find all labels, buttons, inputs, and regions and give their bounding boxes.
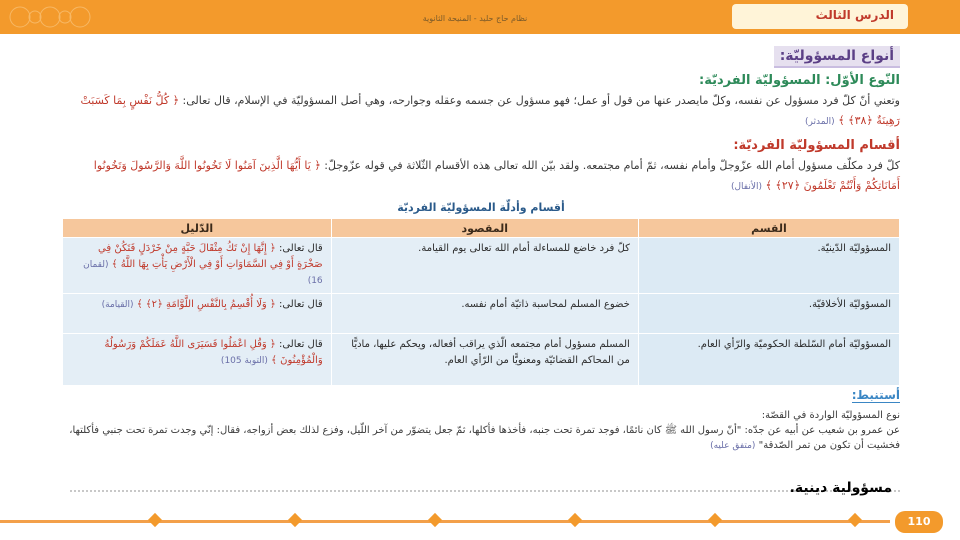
proof-verse: ﴿ إِنَّهَا إِنْ تَكُ مِثْقَالَ حَبَّةٍ مِنْ خَرْدَلٍ فَتَكُنْ فِي صَخْرَةٍ أَوْ فِي السَّمَاوَاتِ أَوْ فِي الْأَرْضِ يَأْتِ بِهَا اللَّهُ ﴾: [98, 243, 323, 270]
table-cell-proof: [63, 238, 332, 294]
answer-line: [70, 490, 900, 492]
table-cell-type: المسؤوليّة الدّينيّة.: [638, 238, 899, 294]
diamond-ornament-icon: [428, 513, 442, 527]
header-caption: نظام حاج حليد - المنيحة الثانوية: [422, 14, 528, 23]
footer-line: [0, 520, 890, 523]
table-row: [63, 334, 900, 386]
diamond-ornament-icon: [288, 513, 302, 527]
proof-ref: (التوبة 105): [220, 356, 268, 366]
page-content: [62, 46, 900, 496]
proof-prefix: قال تعالى:: [275, 299, 323, 310]
answer-text: مسؤولية دينية.: [789, 480, 892, 496]
first-type-verse: ﴿ كُلُّ نَفْسٍ بِمَا كَسَبَتْ رَهِينَةٌ ﴿٣٨﴾ ﴾: [80, 94, 900, 127]
table-cell-meaning: المسلم مسؤول أمام مجتمعه الّذي يراقب أفعاله، ويحكم عليها، ماديًّا من المحاكم القضائيّة ومعنويًّا من الرّأي العام.: [331, 334, 638, 386]
proof-verse: ﴿ وَلَا أُقْسِمُ بِالنَّفْسِ اللَّوَّامَةِ ﴿٢﴾ ﴾: [136, 299, 276, 310]
table-cell-proof: [63, 334, 332, 386]
table-cell-type: المسؤوليّة أمام السّلطة الحكوميّة والرّأي العام.: [638, 334, 899, 386]
table-cell-meaning: كلّ فرد خاضع للمساءلة أمام الله تعالى يوم القيامة.: [331, 238, 638, 294]
page-number: 110: [895, 511, 943, 533]
table-cell-type: المسؤوليّة الأخلاقيّة.: [638, 294, 899, 334]
hadith-paragraph: [68, 423, 900, 454]
table-header-row: [63, 219, 900, 238]
table-header-meaning: المقصود: [331, 219, 638, 238]
divisions-body: كلّ فرد مكلّف مسؤول أمام الله عزّوجلّ وأمام نفسه، ثمّ أمام مجتمعه. ولقد بيّن الله تعالى هذه الأقسام الثّلاثة في قوله عزّوجلّ:: [320, 159, 900, 172]
table-title: أقسام وأدلّة المسؤوليّة الفرديّة: [397, 201, 565, 214]
derive-heading: أستنبط:: [851, 388, 900, 402]
first-type-ref: (المدثر): [805, 117, 835, 127]
responsibility-table: [62, 218, 900, 386]
proof-ref: (لقمان 16): [83, 260, 323, 286]
table-cell-proof: [63, 294, 332, 334]
section-title: أنواع المسؤوليّة:: [774, 46, 900, 68]
diamond-ornament-icon: [568, 513, 582, 527]
divisions-ref: (الأنفال): [730, 182, 762, 192]
proof-prefix: قال تعالى:: [275, 339, 323, 350]
diamond-ornament-icon: [148, 513, 162, 527]
hadith-ref: (متفق عليه): [710, 441, 756, 451]
lesson-label-tab: [732, 4, 908, 29]
divisions-verse: ﴿ يَا أَيُّهَا الَّذِينَ آمَنُوا لَا تَخُونُوا اللَّهَ وَالرَّسُولَ وَتَخُونُوا أَمَانَاتِكُمْ وَأَنْتُمْ تَعْلَمُونَ ﴿٢٧﴾ ﴾: [93, 159, 900, 192]
ornament-icon: [0, 0, 110, 34]
first-type-heading: النّوع الأوّل: المسؤوليّة الفرديّة:: [699, 73, 900, 88]
divisions-heading: أقسام المسؤوليّة الفرديّة:: [733, 138, 900, 153]
diamond-ornament-icon: [708, 513, 722, 527]
proof-prefix: قال تعالى:: [275, 243, 323, 254]
table-row: [63, 294, 900, 334]
proof-ref: (القيامة): [101, 300, 134, 310]
table-row: [63, 238, 900, 294]
first-type-body: وتعني أنّ كلّ فرد مسؤول عن نفسه، وكلّ مايصدر عنها من قول أو عمل؛ فهو مسؤول عن جسمه وعقله وجوارحه، وهي أصل المسؤوليّة في الإسلام، قال تعالى:: [179, 94, 900, 107]
top-header-bar: [0, 0, 960, 34]
proof-verse: ﴿ وَقُلِ اعْمَلُوا فَسَيَرَى اللَّهُ عَمَلَكُمْ وَرَسُولُهُ وَالْمُؤْمِنُونَ ﴾: [104, 339, 323, 366]
table-header-type: القسم: [638, 219, 899, 238]
lesson-label: الدرس الثالث: [815, 8, 894, 22]
table-cell-meaning: خضوع المسلم لمحاسبة ذاتيّة أمام نفسه.: [331, 294, 638, 334]
hadith-text: عن عمرو بن شعيب عن أبيه عن جدّه: "أنّ رسول الله ﷺ كان نائمًا، فوجد تمرة تحت جنبه، فأخذها فأكلها، ثمّ جعل يتضوّر من آخر اللّيل، وفزع لذلك بعض أزواجه، فقال: إنّي وجدت تمرة تحت جنبي فأكلتها، فخشيت أن تكون من تمر الصّدقة": [69, 425, 900, 451]
diamond-ornament-icon: [848, 513, 862, 527]
derive-question: نوع المسؤوليّة الواردة في القصّة:: [761, 410, 900, 421]
table-header-proof: الدّليل: [63, 219, 332, 238]
first-type-paragraph: [68, 91, 900, 132]
divisions-paragraph: [68, 156, 900, 197]
